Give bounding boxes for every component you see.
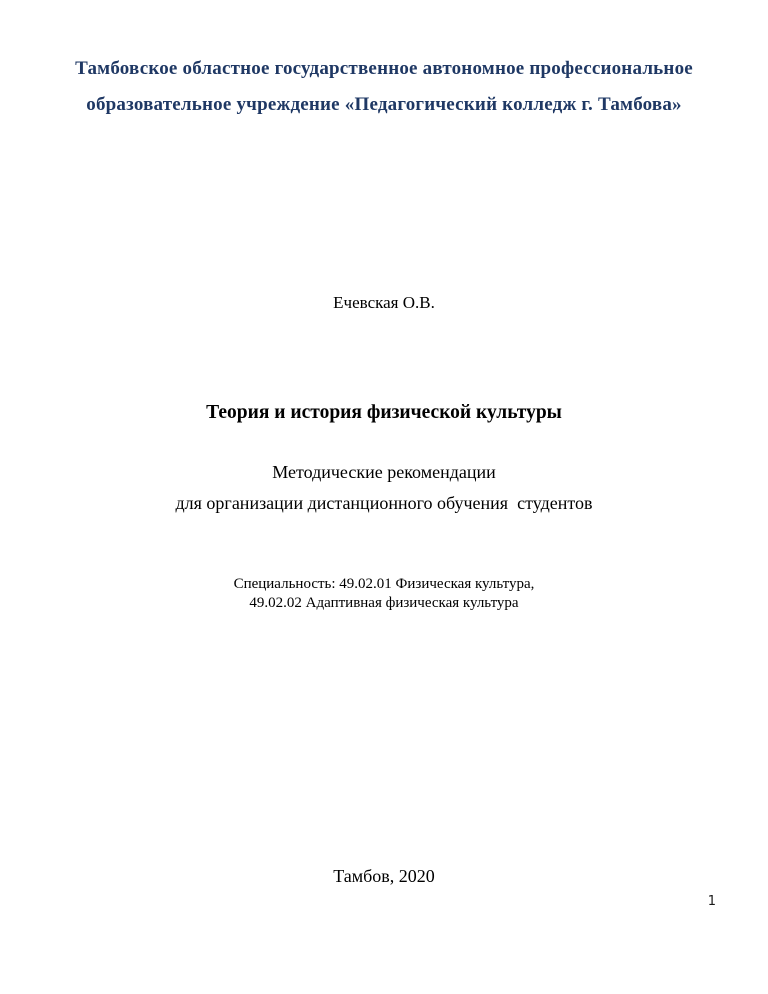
subtitle-line-1: Методические рекомендации (272, 462, 496, 482)
subtitle-line-2: для организации дистанционного обучения студентов (175, 493, 593, 513)
institution-name-line-2: образовательное учреждение «Педагогический колледж г. Тамбова» (86, 94, 682, 115)
specialty-line-1: Специальность: 49.02.01 Физическая культура, (233, 576, 535, 592)
specialty-line-2: 49.02.02 Адаптивная физическая культура (249, 595, 519, 611)
institution-name-line-1: Тамбовское областное государственное автономное профессиональное (75, 58, 693, 79)
document-title: Теория и история физической культуры (206, 402, 562, 423)
city-year: Тамбов, 2020 (333, 866, 435, 886)
author-name: Ечевская О.В. (333, 293, 435, 312)
page-number: 1 (707, 894, 716, 909)
